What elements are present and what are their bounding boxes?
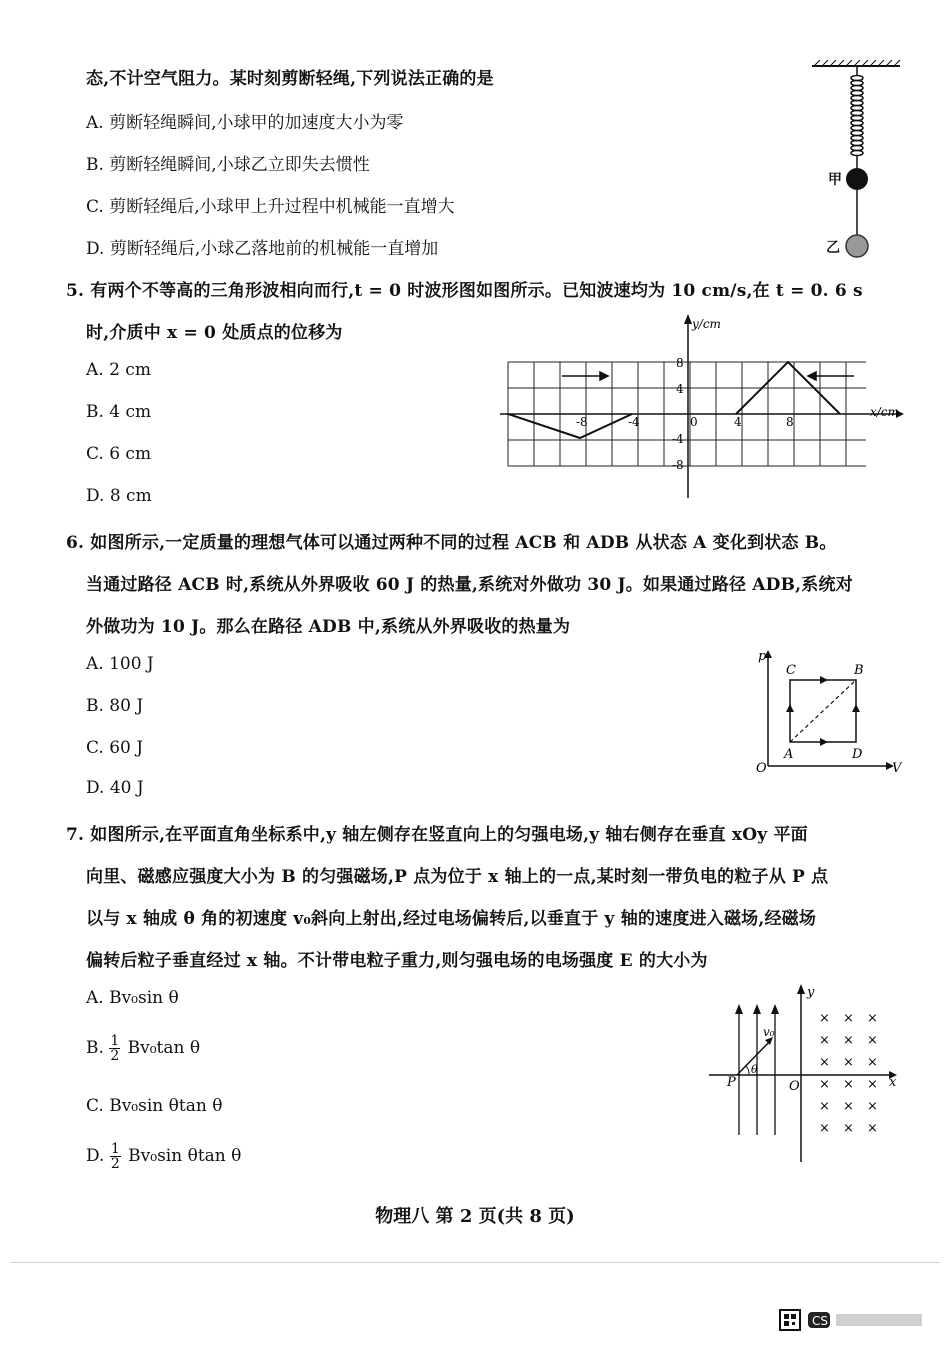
- magnetic-field-cross: ×: [819, 1055, 830, 1070]
- right-wave-direction-arrow: [808, 372, 854, 380]
- q7-option-d-prefix: D.: [86, 1146, 105, 1166]
- magnetic-field-cross: ×: [843, 1033, 854, 1048]
- x-tick-4: 4: [734, 415, 742, 429]
- q7-stem-line-1: 7. 如图所示,在平面直角坐标系中,y 轴左侧存在竖直向上的匀强电场,y 轴右侧存在垂直 xOy 平面: [66, 825, 808, 845]
- q4-option-d: D. 剪断轻绳后,小球乙落地前的机械能一直增加: [86, 239, 439, 259]
- wave-graph-figure: [500, 312, 910, 502]
- footer-divider: [10, 1262, 940, 1263]
- arrow-c-to-b: [820, 676, 828, 684]
- scanner-watermark-logo: [778, 1308, 928, 1336]
- arrow-a-to-c: [786, 704, 794, 712]
- magnetic-field-cross: ×: [867, 1121, 878, 1136]
- x-tick-neg4: -4: [628, 415, 640, 429]
- diagonal-process: [790, 680, 856, 742]
- ball-a-label: 甲: [828, 172, 842, 188]
- q6-option-a: A. 100 J: [86, 654, 154, 674]
- magnetic-field-cross: ×: [867, 1011, 878, 1026]
- x-tick-8: 8: [786, 415, 794, 429]
- q6-option-d: D. 40 J: [86, 778, 144, 798]
- y-axis-label: y: [807, 985, 815, 1000]
- origin-label: O: [756, 761, 767, 776]
- y-axis-arrow: [684, 314, 692, 324]
- magnetic-field-cross: ×: [843, 1099, 854, 1114]
- left-wave-direction-arrow: [562, 372, 608, 380]
- magnetic-field-cross: ×: [867, 1077, 878, 1092]
- point-p-label: P: [727, 1075, 736, 1090]
- magnetic-field-cross: ×: [843, 1055, 854, 1070]
- magnetic-field-cross: ×: [819, 1011, 830, 1026]
- q6-stem-line-2: 当通过路径 ACB 时,系统从外界吸收 60 J 的热量,系统对外做功 30 J。如果通过路径 ADB,系统对: [86, 575, 853, 595]
- y-axis-label: y/cm: [692, 317, 721, 331]
- x-axis-label: x: [889, 1075, 897, 1090]
- q5-option-a: A. 2 cm: [86, 360, 151, 380]
- velocity-label: v₀: [763, 1025, 775, 1039]
- magnetic-field-cross: ×: [843, 1121, 854, 1136]
- left-wave: [508, 414, 632, 438]
- y-tick-neg4: -4: [672, 432, 684, 446]
- theta-arc: [746, 1066, 749, 1075]
- y-axis-arrow: [797, 984, 805, 994]
- q7-option-d: [86, 1142, 241, 1171]
- magnetic-field-cross: ×: [819, 1077, 830, 1092]
- p-axis-label: p: [758, 649, 767, 664]
- magnetic-field-cross: ×: [819, 1121, 830, 1136]
- q5-option-d: D. 8 cm: [86, 486, 152, 506]
- q7-option-b-rest: Bv₀tan θ: [127, 1038, 201, 1058]
- q7-option-a: A. Bv₀sin θ: [86, 988, 179, 1008]
- q7-option-d-rest: Bv₀sin θtan θ: [128, 1146, 242, 1166]
- magnetic-field-cross: ×: [819, 1099, 830, 1114]
- svg-text:CS: CS: [812, 1314, 828, 1328]
- fraction-one-half: [109, 1034, 120, 1063]
- q6-stem-line-3: 外做功为 10 J。那么在路径 ADB 中,系统从外界吸收的热量为: [86, 617, 571, 637]
- ball-a: [846, 168, 868, 190]
- spring-balls-figure: [800, 58, 910, 268]
- arrow-a-to-d: [820, 738, 828, 746]
- spring-coil: [851, 66, 863, 168]
- fraction-numerator: 1: [110, 1141, 120, 1157]
- ball-b: [846, 235, 868, 257]
- ball-b-label: 乙: [826, 240, 840, 256]
- magnetic-field-cross: ×: [867, 1055, 878, 1070]
- q5-stem-line-1: 5. 有两个不等高的三角形波相向而行,t = 0 时波形图如图所示。已知波速均为 10 cm/s,在 t = 0. 6 s: [66, 281, 863, 301]
- q7-option-b-prefix: B.: [86, 1038, 104, 1058]
- point-d-label: D: [852, 747, 863, 762]
- origin-label: O: [789, 1079, 800, 1094]
- q7-stem-line-2: 向里、磁感应强度大小为 B 的匀强磁场,P 点为位于 x 轴上的一点,某时刻一带负电的粒子从 P 点: [86, 867, 829, 887]
- x-tick-neg8: -8: [576, 415, 588, 429]
- q4-option-c: C. 剪断轻绳后,小球甲上升过程中机械能一直增大: [86, 197, 455, 217]
- q7-stem-line-4: 偏转后粒子垂直经过 x 轴。不计带电粒子重力,则匀强电场的电场强度 E 的大小为: [86, 951, 708, 971]
- magnetic-field-cross: ×: [867, 1099, 878, 1114]
- y-tick-8: 8: [676, 356, 684, 370]
- fraction-one-half: [110, 1142, 121, 1171]
- magnetic-field-cross: ×: [819, 1033, 830, 1048]
- theta-label: θ: [751, 1063, 758, 1076]
- q7-option-b: [86, 1034, 200, 1063]
- q4-option-a: A. 剪断轻绳瞬间,小球甲的加速度大小为零: [86, 113, 404, 133]
- q5-option-b: B. 4 cm: [86, 402, 152, 422]
- origin-label: 0: [690, 415, 698, 429]
- fraction-denominator: 2: [110, 1156, 120, 1172]
- magnetic-field-cross: ×: [843, 1077, 854, 1092]
- q7-option-c: C. Bv₀sin θtan θ: [86, 1096, 223, 1116]
- arrow-d-to-b: [852, 704, 860, 712]
- q5-stem-line-2: 时,介质中 x = 0 处质点的位移为: [86, 323, 343, 343]
- q4-stem-line: 态,不计空气阻力。某时刻剪断轻绳,下列说法正确的是: [86, 69, 494, 89]
- pv-diagram-figure: [752, 646, 907, 776]
- magnetic-field-cross: ×: [843, 1011, 854, 1026]
- q6-option-b: B. 80 J: [86, 696, 144, 716]
- magnetic-field-crosses: [819, 1011, 878, 1136]
- q6-stem-line-1: 6. 如图所示,一定质量的理想气体可以通过两种不同的过程 ACB 和 ADB 从状态 A 变化到状态 B。: [66, 533, 837, 553]
- q6-option-c: C. 60 J: [86, 738, 144, 758]
- q7-stem-line-3: 以与 x 轴成 θ 角的初速度 v₀斜向上射出,经过电场偏转后,以垂直于 y 轴的速度进入磁场,经磁场: [86, 909, 817, 929]
- magnetic-field-cross: ×: [867, 1033, 878, 1048]
- point-c-label: C: [786, 663, 796, 678]
- v-axis-label: V: [892, 761, 902, 776]
- page-footer: 物理八 第 2 页(共 8 页): [375, 1206, 575, 1227]
- scanner-logo-graphic: [778, 1308, 928, 1332]
- y-tick-4: 4: [676, 382, 684, 396]
- q4-option-b: B. 剪断轻绳瞬间,小球乙立即失去惯性: [86, 155, 370, 175]
- point-a-label: A: [784, 747, 794, 762]
- y-tick-neg8: -8: [672, 458, 684, 472]
- fraction-numerator: 1: [110, 1033, 120, 1049]
- q5-option-c: C. 6 cm: [86, 444, 152, 464]
- field-coordinate-figure: [705, 980, 905, 1165]
- point-b-label: B: [854, 663, 864, 678]
- x-axis-label: x/cm: [870, 405, 899, 419]
- fraction-denominator: 2: [110, 1048, 120, 1064]
